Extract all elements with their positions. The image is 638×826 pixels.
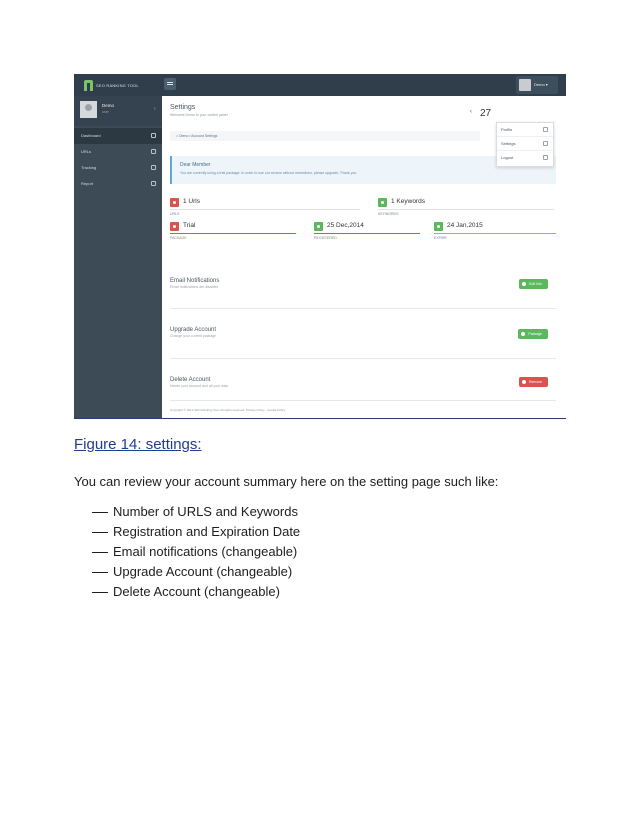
intro-paragraph: You can review your account summary here on the setting page such like:: [74, 474, 499, 489]
section-title: Upgrade Account: [170, 327, 217, 333]
section-title: Email Notifications: [170, 278, 220, 284]
list-item: Delete Account (changeable): [92, 584, 300, 604]
stat-value: 1 Keywords: [391, 198, 425, 205]
monitor-icon: [151, 133, 156, 138]
chevron-left-icon[interactable]: ‹: [470, 109, 472, 115]
app-logo[interactable]: [84, 79, 162, 91]
page-header: [170, 104, 228, 117]
stat-caption: REGISTERED: [314, 236, 337, 240]
sidebar-user-panel: [74, 96, 162, 126]
sidebar-avatar: [80, 101, 97, 118]
stat-value: 25 Dec,2014: [327, 222, 364, 229]
section-delete-account: [170, 377, 556, 388]
footer-text: Copyright © 2014 SEO Ranking Tool. All rights reserved. Privacy Policy · Cookie Policy: [170, 408, 286, 412]
divider: [170, 400, 556, 401]
section-subtitle: Email notifications are disabled: [170, 285, 219, 289]
menu-toggle-icon[interactable]: [164, 78, 176, 90]
stat-caption: PACKAGE: [170, 236, 187, 240]
page-subtitle: Welcome Demo to your control panel: [170, 113, 228, 117]
settings-screenshot: [74, 74, 566, 418]
list-item: Number of URLS and Keywords: [92, 504, 300, 524]
divider: [170, 358, 556, 359]
menu-item-logout[interactable]: Logout: [497, 151, 553, 165]
section-title: Delete Account: [170, 377, 211, 383]
stat-caption: URLS: [170, 212, 180, 216]
list-item: Registration and Expiration Date: [92, 524, 300, 544]
sidebar-item-dashboard[interactable]: Dashboard: [74, 128, 162, 144]
divider: [170, 308, 556, 309]
dash-icon: [92, 592, 108, 593]
settings-icon: [543, 141, 548, 146]
section-subtitle: Delete your account and all your data: [170, 384, 228, 388]
list-item: Email notifications (changeable): [92, 544, 300, 564]
calendar-icon: [314, 222, 323, 231]
breadcrumb[interactable]: ⌂ Demo / Account Settings: [170, 131, 480, 141]
sidebar-item-tracking[interactable]: Tracking: [74, 160, 162, 176]
stat-value: 24 Jan,2015: [447, 222, 483, 229]
sidebar: [74, 96, 162, 418]
menu-item-settings[interactable]: Settings: [497, 137, 553, 151]
edit-info-button[interactable]: Edit Info: [519, 279, 548, 289]
user-icon: [543, 127, 548, 132]
list-item: Upgrade Account (changeable): [92, 564, 300, 584]
key-icon: [378, 198, 387, 207]
stat-caption: KEYWORDS: [378, 212, 399, 216]
user-menu-button[interactable]: [516, 76, 558, 94]
chart-icon: [151, 165, 156, 170]
dash-icon: [92, 552, 108, 553]
figure-caption: Figure 14: settings:: [74, 436, 202, 453]
stat-value: Trial: [183, 222, 196, 229]
logo-text: SEO RANKING TOOL: [96, 82, 139, 88]
sidebar-user-role: user: [102, 110, 109, 114]
sidebar-user-name: Demo: [102, 103, 115, 108]
page-title: Settings: [170, 104, 196, 111]
user-dropdown-menu: [496, 122, 554, 167]
dash-icon: [92, 512, 108, 513]
shield-icon: [170, 222, 179, 231]
figure-rule: [74, 418, 566, 419]
feature-list: [92, 504, 300, 604]
stat-value: 1 Urls: [183, 198, 200, 205]
sidebar-nav: [74, 128, 162, 192]
logo-icon: [84, 80, 93, 91]
link-icon: [170, 198, 179, 207]
report-icon: [151, 181, 156, 186]
link-icon: [151, 149, 156, 154]
avatar: [519, 79, 531, 91]
alert-text: You are currently using a trial package. In order to use our service without restrictions, please upgrade, Thank you.: [180, 171, 358, 175]
section-upgrade-account: [170, 327, 556, 338]
package-button[interactable]: Package: [518, 329, 548, 339]
main-content: [162, 96, 566, 418]
stat-caption: EXPIRE: [434, 236, 447, 240]
section-email-notifications: [170, 278, 556, 289]
logout-icon: [543, 155, 548, 160]
top-bar: [74, 74, 566, 96]
alert-title: Dear Member: [180, 162, 211, 168]
section-subtitle: Change your current package: [170, 334, 217, 338]
user-name: Demo ▾: [534, 82, 548, 87]
dash-icon: [92, 572, 108, 573]
sidebar-collapse-icon[interactable]: ‹: [154, 106, 156, 112]
dash-icon: [92, 532, 108, 533]
calendar-icon: [434, 222, 443, 231]
sidebar-item-urls[interactable]: URLs: [74, 144, 162, 160]
menu-item-profile[interactable]: Profile: [497, 123, 553, 137]
header-number: 27: [480, 108, 492, 119]
sidebar-item-report[interactable]: Report: [74, 176, 162, 192]
remove-button[interactable]: Remove: [519, 377, 548, 387]
